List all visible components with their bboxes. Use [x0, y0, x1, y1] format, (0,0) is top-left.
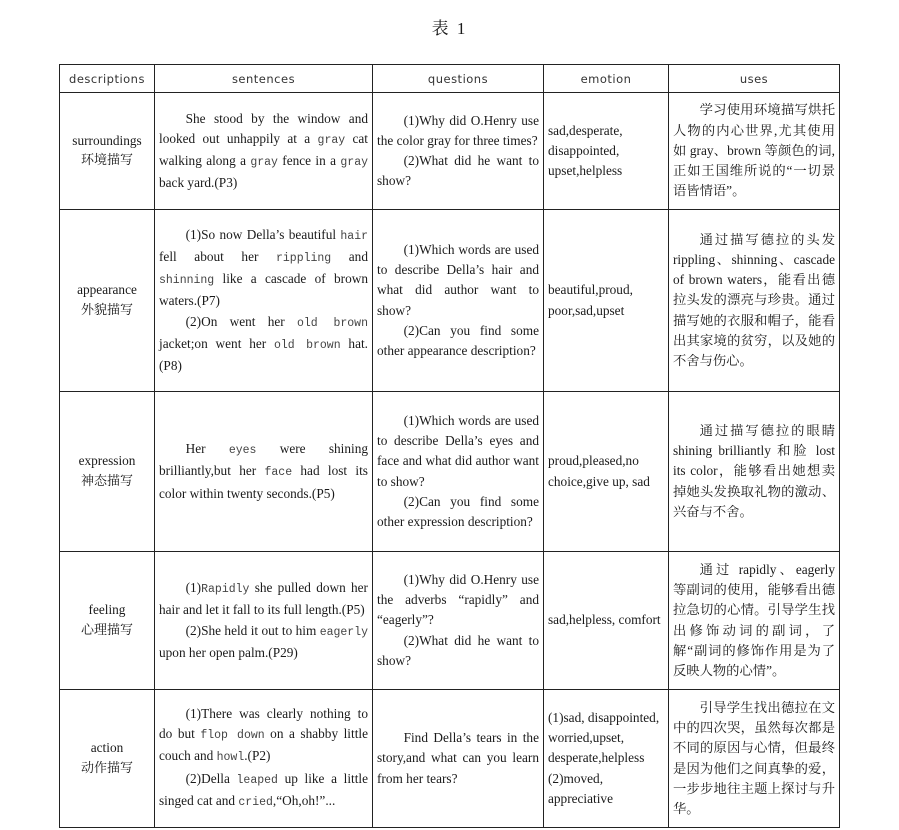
sentence-paragraph: [159, 109, 368, 194]
questions-cell: [373, 210, 544, 392]
header-emotion: emotion: [544, 65, 669, 93]
emotion-text: sad,desperate, disappointed, upset,helpless: [548, 122, 623, 179]
question-text: (1)Which words are used to describe Della’s eyes and face and what did author want to show?: [377, 412, 539, 489]
uses-text: 通过描写德拉的头发 rippling、shinning、cascade of brown waters，能看出德拉头发的漂亮与珍贵。通过描写她的衣服和帽子，能看出其家境的贫穷，以及她的不舍与伤心。: [673, 231, 835, 368]
sentence-text: cat walking along a: [159, 130, 368, 168]
emotion-cell: [544, 690, 669, 828]
table-row: [60, 552, 840, 690]
description-en: appearance: [77, 282, 137, 298]
uses-text: 引导学生找出德拉在文中的四次哭，虽然每次都是不同的原因与心情，但最终是因为他们之间真挚的爱，一步步地往主题上探讨与升华。: [673, 699, 835, 816]
highlighted-word: face: [264, 466, 293, 480]
description-table: [59, 64, 840, 828]
header-descriptions: descriptions: [60, 65, 155, 93]
sentence-text: (2)She held it out to him: [185, 622, 320, 638]
emotion-text: (1)sad, disappointed, worried,upset, desperate,helpless: [548, 709, 660, 766]
sentence-text: fence in a: [277, 153, 341, 168]
sentence-text: (1)There was clearly nothing to do but: [159, 705, 368, 742]
uses-text: 学习使用环境描写烘托人物的内心世界,尤其使用如 gray、brown 等颜色的词,正如王国维所说的“一切景语皆情语”。: [673, 102, 835, 199]
sentence-text: had lost its color within twenty seconds.(P5): [159, 463, 368, 501]
highlighted-word: eyes: [228, 444, 257, 458]
highlighted-word: leaped: [236, 773, 278, 787]
questions-cell: [373, 690, 544, 828]
table-row: [60, 210, 840, 392]
sentence-text: jacket;on went her: [159, 335, 274, 351]
highlighted-word: cried: [238, 795, 273, 809]
description-en: action: [90, 740, 124, 756]
description-cell: [60, 210, 155, 392]
description-zh: 心理描写: [80, 622, 133, 638]
highlighted-word: Rapidly: [201, 583, 250, 597]
header-sentences: sentences: [155, 65, 373, 93]
sentence-text: she pulled down her hair and let it fall to its full length.(P5): [159, 580, 368, 618]
questions-cell: [373, 552, 544, 690]
table-caption: 表 1: [431, 19, 468, 38]
description-en: expression: [78, 453, 136, 469]
uses-cell: [669, 552, 840, 690]
sentence-paragraph: [159, 621, 368, 663]
emotion-text: sad,helpless, comfort: [548, 612, 661, 628]
highlighted-word: shinning: [159, 274, 215, 288]
sentence-paragraph: [159, 769, 368, 813]
description-cell: [60, 552, 155, 690]
question-text: (2)What did he want to show?: [377, 632, 539, 668]
emotion-cell: [544, 93, 669, 210]
highlighted-word: eagerly: [319, 625, 368, 639]
description-cell: [60, 392, 155, 552]
sentence-text: (1)So now Della’s beautiful: [185, 226, 341, 242]
uses-text: 通过 rapidly、eagerly 等副词的使用，能够看出德拉急切的心情。引导学生找出修饰动词的副词，了解“副词的修饰作用是为了反映人物的心情”。: [673, 561, 835, 678]
description-en: surroundings: [72, 132, 142, 148]
table-row: [60, 392, 840, 552]
sentence-text: Her: [185, 441, 229, 457]
sentence-text: fell about her: [159, 248, 276, 264]
question-text: (1)Why did O.Henry use the color gray for three times?: [377, 112, 539, 148]
uses-cell: [669, 93, 840, 210]
highlighted-word: gray: [340, 156, 368, 169]
sentence-text: back yard.(P3): [159, 175, 238, 191]
emotion-text: proud,pleased,no choice,give up, sad: [548, 453, 650, 489]
header-row: [60, 65, 840, 93]
question-text: (1)Why did O.Henry use the adverbs “rapidly” and “eagerly”?: [377, 571, 539, 628]
table-row: [60, 690, 840, 828]
sentence-text: .(P2): [244, 748, 271, 764]
sentence-text: were shining brilliantly,but her: [159, 441, 369, 479]
highlighted-word: old brown: [274, 338, 341, 352]
emotion-cell: [544, 392, 669, 552]
description-zh: 环境描写: [80, 153, 133, 168]
sentence-text: upon her open palm.(P29): [159, 644, 298, 660]
sentence-paragraph: [159, 578, 368, 620]
sentences-cell: [155, 690, 373, 828]
questions-cell: [373, 93, 544, 210]
highlighted-word: rippling: [275, 251, 332, 265]
question-text: (2)What did he want to show?: [377, 153, 539, 189]
highlighted-word: gray: [250, 156, 278, 169]
question-text: (2)Can you find some other appearance description?: [377, 322, 539, 358]
sentence-paragraph: [159, 704, 368, 769]
sentences-cell: [155, 392, 373, 552]
highlighted-word: flop down: [200, 729, 265, 743]
description-zh: 动作描写: [80, 760, 133, 776]
sentence-text: (2)On went her: [185, 313, 297, 329]
highlighted-word: old brown: [296, 316, 368, 330]
description-zh: 神态描写: [80, 473, 133, 489]
uses-cell: [669, 690, 840, 828]
sentence-text: ,“Oh,oh!”...: [272, 792, 336, 808]
highlighted-word: gray: [317, 133, 346, 147]
uses-text: 通过描写德拉的眼睛 shining brilliantly 和脸 lost its color，能够看出她想卖掉她头发换取礼物的激动、兴奋与不舍。: [673, 422, 835, 519]
description-cell: [60, 93, 155, 210]
table-row: [60, 93, 840, 210]
sentence-paragraph: [159, 439, 368, 504]
sentences-cell: [155, 552, 373, 690]
question-text: (2)Can you find some other expression description?: [377, 493, 539, 529]
emotion-cell: [544, 210, 669, 392]
uses-cell: [669, 210, 840, 392]
sentences-cell: [155, 93, 373, 210]
sentence-text: up like a little singed cat and: [159, 770, 368, 808]
header-questions: questions: [373, 65, 544, 93]
emotion-text: (2)moved, appreciative: [548, 770, 613, 806]
question-text: (1)Which words are used to describe Della’s hair and what did author want to show?: [377, 241, 539, 318]
sentence-text: (2)Della: [185, 770, 237, 786]
header-uses: uses: [669, 65, 840, 93]
sentence-text: She stood by the window and looked out unhappily at a: [159, 110, 368, 146]
highlighted-word: hair: [340, 229, 368, 243]
description-en: feeling: [88, 602, 126, 618]
uses-cell: [669, 392, 840, 552]
emotion-cell: [544, 552, 669, 690]
sentence-text: hat.(P8): [159, 335, 368, 373]
sentence-paragraph: [159, 312, 368, 377]
questions-cell: [373, 392, 544, 552]
description-cell: [60, 690, 155, 828]
sentences-cell: [155, 210, 373, 392]
description-zh: 外貌描写: [80, 302, 133, 318]
sentence-paragraph: [159, 225, 368, 312]
sentence-text: (1): [185, 580, 202, 596]
highlighted-word: howl: [216, 751, 245, 765]
emotion-text: beautiful,proud, poor,sad,upset: [548, 282, 633, 318]
sentence-text: and: [331, 248, 368, 264]
question-text: Find Della’s tears in the story,and what can you learn from her tears?: [377, 730, 539, 786]
sentence-text: like a cascade of brown waters.(P7): [159, 271, 368, 309]
sentence-text: on a shabby little couch and: [159, 726, 368, 764]
